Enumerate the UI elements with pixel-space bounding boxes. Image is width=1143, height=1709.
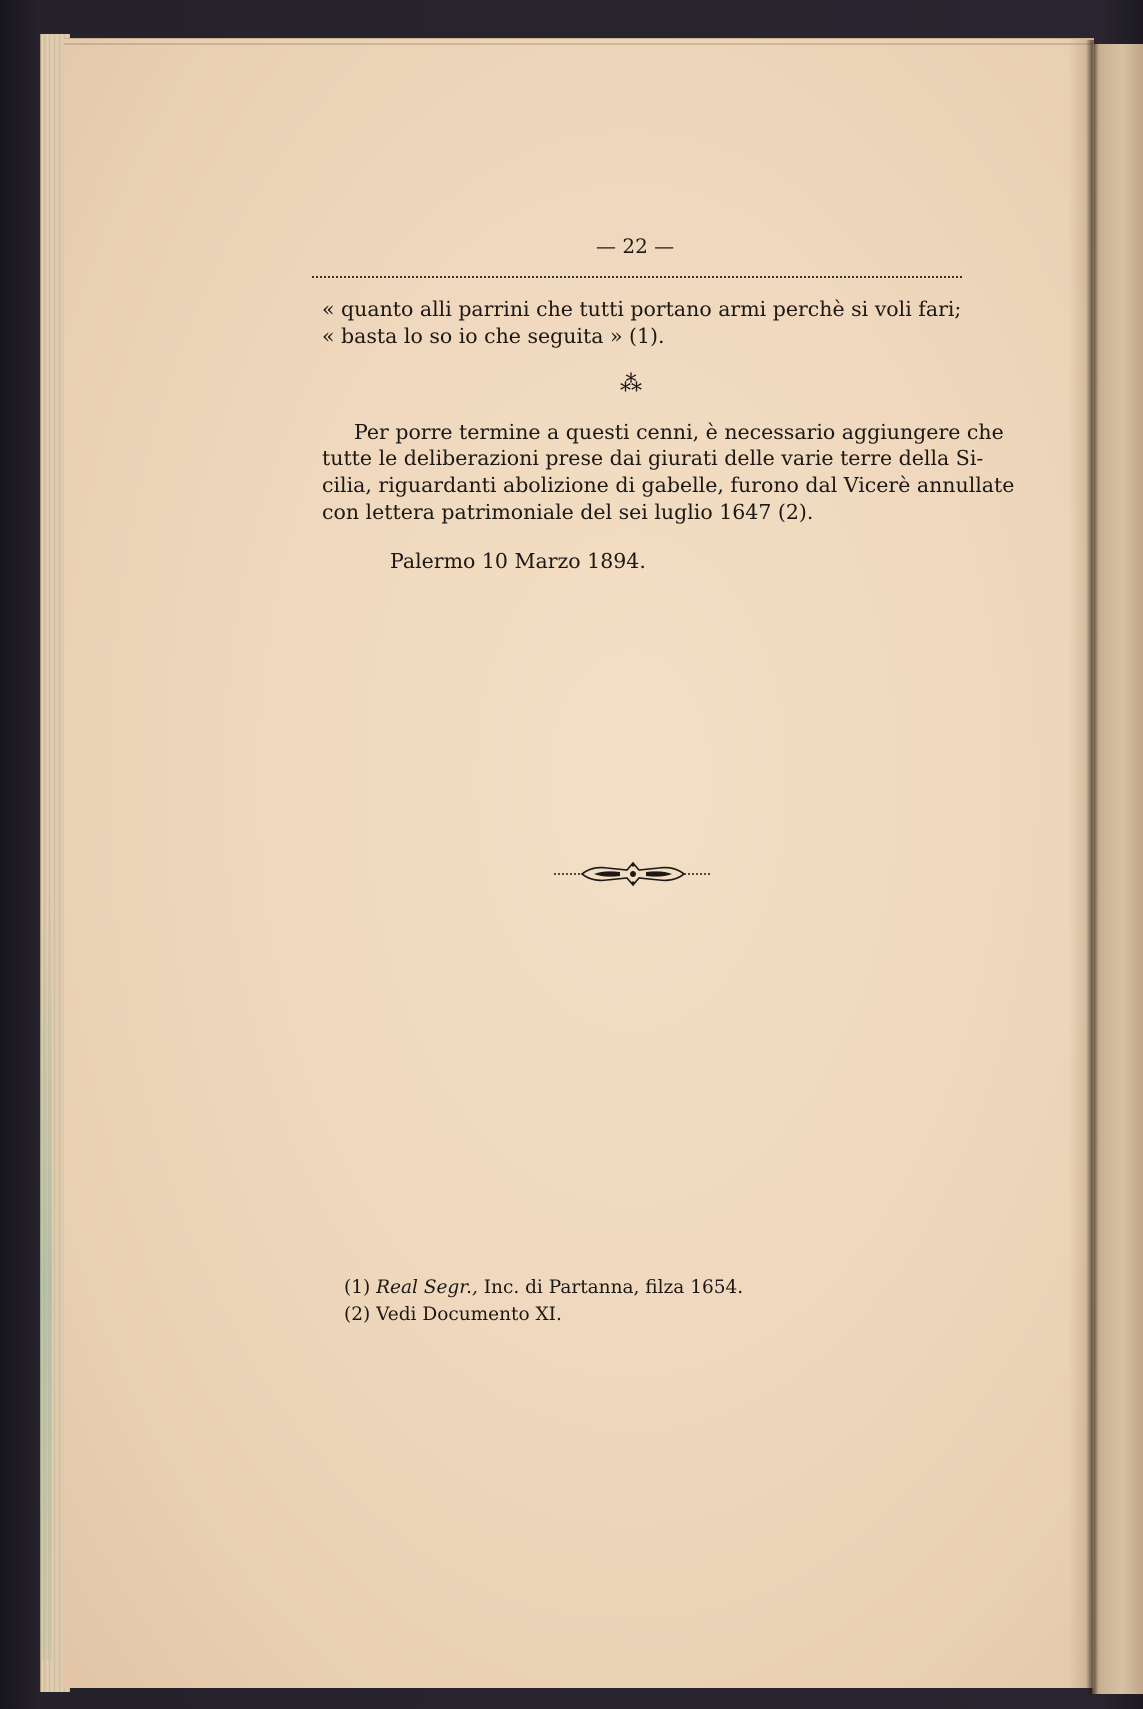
- footnote-1: [344, 1277, 743, 1298]
- footnote-2-text: Vedi Documento XI.: [376, 1304, 562, 1325]
- page-top-edge: [64, 43, 1094, 45]
- facing-page-edge: [1092, 44, 1143, 1694]
- ornamental-divider: [552, 858, 714, 890]
- paragraph-line-2: tutte le deliberazioni prese dai giurati delle varie terre della Si-: [322, 446, 984, 470]
- paragraph-line-3: cilia, riguardanti abolizione di gabelle, furono dal Vicerè annullate: [322, 473, 1015, 497]
- page-number: — 22 —: [596, 234, 675, 258]
- quote-line-1: « quanto alli parrini che tutti portano armi perchè si voli fari;: [322, 297, 962, 321]
- header-dotted-rule: [312, 276, 962, 278]
- footnote-1-marker: (1): [344, 1277, 371, 1298]
- asterism-glyph: ⁂: [620, 372, 642, 397]
- quote-line-2: « basta lo so io che seguita » (1).: [322, 324, 665, 348]
- asterism: [620, 372, 660, 402]
- gutter-shadow: [1086, 40, 1098, 1695]
- place-date-line: Palermo 10 Marzo 1894.: [390, 549, 646, 573]
- paragraph-line-4: con lettera patrimoniale del sei luglio 1647 (2).: [322, 500, 814, 524]
- footnote-1-text: Inc. di Partanna, filza 1654.: [477, 1277, 744, 1298]
- footnote-1-italic: Real Segr.,: [376, 1277, 478, 1298]
- paragraph-line-1: Per porre termine a questi cenni, è necessario aggiungere che: [354, 420, 1004, 444]
- page-stack-tint: [40, 900, 52, 1660]
- footnote-2: [344, 1304, 562, 1325]
- footnote-2-marker: (2): [344, 1304, 371, 1325]
